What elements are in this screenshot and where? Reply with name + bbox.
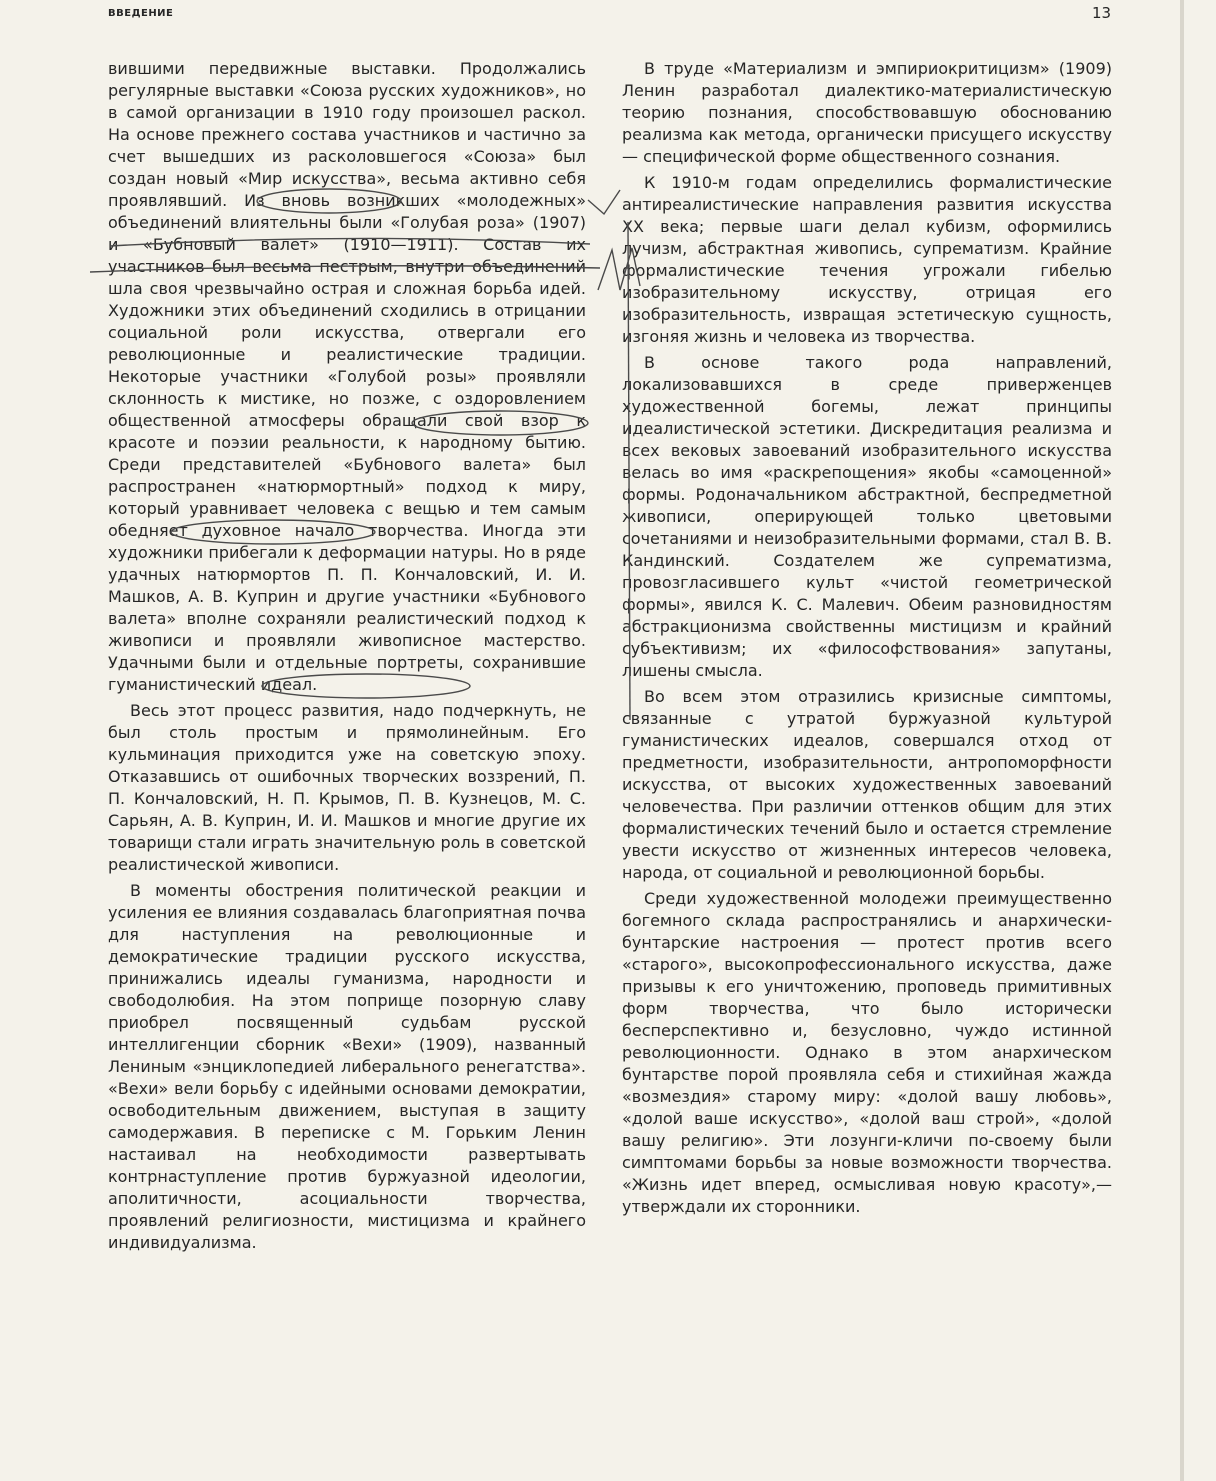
left-paragraph-1: вившими передвижные выставки. Продолжались регулярные выставки «Союза русских художников», но в самой организации в 1910 году произошел раскол. На основе прежнего состава участников и частично за счет вышедших из расколовшегося «Союза» был создан новый «Мир искусства», весьма активно себя проявлявший. Из вновь возникших «молодежных» объединений влиятельны были «Голубая роза» (1907) и «Бубновый валет» (1910—1911). Состав их участников был весьма пестрым, внутри объединений шла своя чрезвычайно острая и сложная борьба идей. Художники этих объединений сходились в отрицании социальной роли искусства, отвергали его революционные и реалистические традиции. Некоторые участники «Голубой розы» проявляли склонность к мистике, но позже, с оздоровлением общественной атмосферы обращали свой взор к красоте и поэзии реальности, к народному бытию. Среди представителей «Бубнового валета» был распространен «натюрмортный» подход к миру, который уравнивает человека с вещью и тем самым обедняет духовное начало творчества. Иногда эти художники прибегали к деформации натуры. Но в ряде удачных натюрмортов П. П. Кончаловский, И. И. Машков, А. В. Куприн и другие участники «Бубнового валета» вполне сохраняли реалистический подход к живописи и проявляли живописное мастерство. Удачными были и отдельные портреты, сохранившие гуманистический идеал. [108, 59, 586, 694]
running-header: ВВЕДЕНИЕ [108, 8, 174, 19]
pencil-checkmark [588, 190, 620, 214]
right-paragraph-1: В труде «Материализм и эмпириокритицизм» (1909) Ленин разработал диалектико-материалистическую теорию познания, способствовавшую обоснованию реализма как метода, органически присущего искусству — специфической форме общественного сознания. [622, 59, 1112, 166]
right-paragraph-3: В основе такого рода направлений, локализовавшихся в среде приверженцев художественной богемы, лежат принципы идеалистической эстетики. Дискредитация реализма и всех вековых завоеваний изобразительного искусства велась во имя «раскрепощения» якобы «самоценной» формы. Родоначальником абстрактной, беспредметной живописи, оперирующей только цветовыми сочетаниями и неизобразительными формами, стал В. В. Кандинский. Создателем же супрематизма, провозгласившего культ «чистой геометрической формы», явился К. С. Малевич. Обеим разновидностям абстракционизма свойственны мистицизм и крайний субъективизм; их «философствования» запутаны, лишены смысла. [622, 353, 1112, 680]
right-paragraph-2: К 1910-м годам определились формалистические антиреалистические направления развития искусства XX века; первые шаги делал кубизм, оформились лучизм, абстрактная живопись, супрематизм. Крайние формалистические течения угрожали гибелью изобразительному искусству, отрицая его изобразительность, извращая эстетическую сущность, изгоняя жизнь и человека из творчества. [622, 173, 1112, 346]
page-edge-shadow [1180, 0, 1184, 1481]
left-column [108, 58, 586, 1258]
left-paragraph-2: Весь этот процесс развития, надо подчеркнуть, не был столь простым и прямолинейным. Его кульминация приходится уже на советскую эпоху. Отказавшись от ошибочных творческих воззрений, П. П. Кончаловский, Н. П. Крымов, П. В. Кузнецов, М. С. Сарьян, А. В. Куприн, И. И. Машков и многие другие их товарищи стали играть значительную роль в советской реалистической живописи. [108, 701, 586, 874]
right-column [622, 58, 1112, 1222]
right-paragraph-5: Среди художественной молодежи преимущественно богемного склада распространялись и анархически-бунтарские настроения — протест против всего «старого», высокопрофессионального искусства, даже призывы к его уничтожению, проповедь примитивных форм творчества, что было исторически бесперспективно и, безусловно, чуждо истинной революционности. Однако в этом анархическом бунтарстве порой проявляла себя и стихийная жажда «возмездия» старому миру: «долой вашу любовь», «долой ваше искусство», «долой ваш строй», «долой вашу религию». Эти лозунги-кличи по-своему были симптомами борьбы за новые возможности творчества. «Жизнь идет вперед, осмысливая новую красоту»,— утверждали их сторонники. [622, 889, 1112, 1216]
page-number: 13 [1092, 4, 1112, 22]
right-paragraph-4: Во всем этом отразились кризисные симптомы, связанные с утратой буржуазной культурой гуманистических идеалов, совершался отход от предметности, изобразительности, антропоморфности искусства, от высоких художественных завоеваний человечества. При различии оттенков общим для этих формалистических течений было и остается стремление увести искусство от жизненных интересов человека, народа, от социальной и революционной борьбы. [622, 687, 1112, 882]
left-paragraph-3: В моменты обострения политической реакции и усиления ее влияния создавалась благоприятная почва для наступления на революционные и демократические традиции русского искусства, принижались идеалы гуманизма, народности и свободолюбия. На этом поприще позорную славу приобрел посвященный судьбам русской интеллигенции сборник «Вехи» (1909), названный Лениным «энциклопедией либерального ренегатства». «Вехи» вели борьбу с идейными основами демократии, освободительным движением, выступая в защиту самодержавия. В переписке с М. Горьким Ленин настаивал на необходимости развертывать контрнаступление против буржуазной идеологии, аполитичности, асоциальности творчества, проявлений религиозности, мистицизма и крайнего индивидуализма. [108, 881, 586, 1252]
